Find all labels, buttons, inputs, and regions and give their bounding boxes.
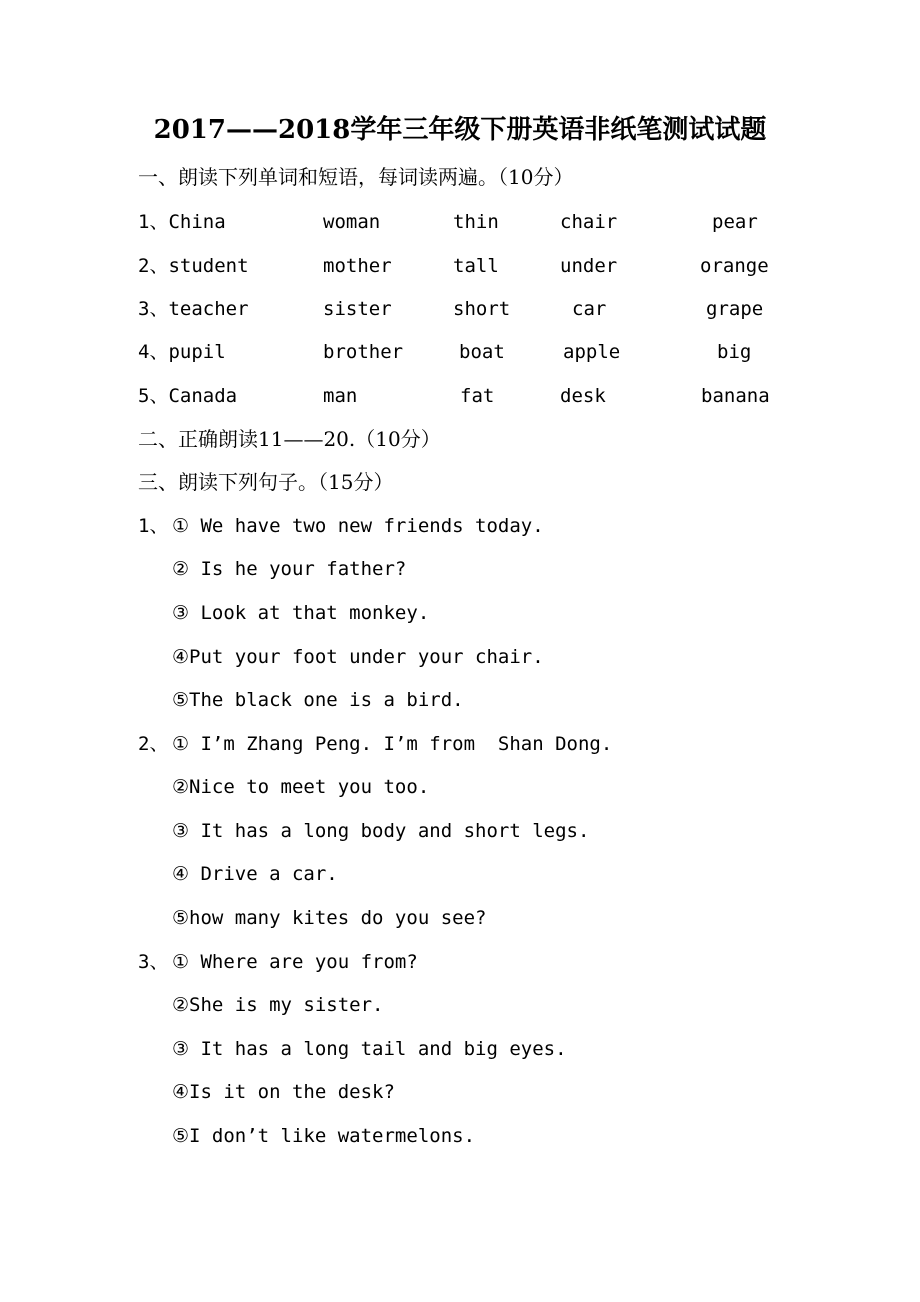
sentence-item: ① We have two new friends today. — [172, 515, 544, 537]
word-cell: apple — [563, 341, 621, 363]
word-row — [0, 207, 920, 237]
word-cell: 2、student — [138, 255, 249, 277]
word-cell: under — [560, 255, 618, 277]
word-cell: 4、pupil — [138, 341, 226, 363]
sentence-group-label: 1、 — [138, 515, 169, 537]
word-row — [0, 337, 920, 367]
section-3-heading: 三、朗读下列句子。（15分） — [138, 470, 394, 494]
sentence-item: ② Is he your father? — [172, 558, 407, 580]
word-cell: sister — [323, 298, 392, 320]
section-1-heading: 一、朗读下列单词和短语，每词读两遍。（10分） — [138, 165, 574, 189]
word-cell: orange — [700, 255, 769, 277]
sentence-item: ②Nice to meet you too. — [172, 776, 430, 798]
word-cell: banana — [701, 385, 770, 407]
sentence-group-label: 3、 — [138, 951, 169, 973]
sentence-group-label: 2、 — [138, 733, 169, 755]
sentence-item: ① I’m Zhang Peng. I’m from Shan Dong. — [172, 733, 613, 755]
sentence-item: ④Put your foot under your chair. — [172, 646, 544, 668]
word-cell: mother — [323, 255, 392, 277]
page-title: 2017——2018学年三年级下册英语非纸笔测试试题 — [153, 115, 767, 145]
word-cell: brother — [323, 341, 404, 363]
sentence-item: ③ Look at that monkey. — [172, 602, 430, 624]
word-row — [0, 381, 920, 411]
sentence-item: ④Is it on the desk? — [172, 1081, 395, 1103]
sentence-item: ⑤I don’t like watermelons. — [172, 1125, 476, 1147]
word-cell: short — [453, 298, 511, 320]
sentence-item: ④ Drive a car. — [172, 863, 338, 885]
word-row — [0, 294, 920, 324]
word-cell: pear — [712, 211, 758, 233]
section-2-heading: 二、正确朗读11——20.（10分） — [138, 427, 441, 451]
sentence-item: ②She is my sister. — [172, 994, 384, 1016]
word-cell: tall — [453, 255, 499, 277]
word-row — [0, 251, 920, 281]
word-cell: grape — [706, 298, 764, 320]
sentence-item: ⑤how many kites do you see? — [172, 907, 487, 929]
word-cell: 3、teacher — [138, 298, 249, 320]
word-cell: fat — [460, 385, 495, 407]
word-cell: woman — [323, 211, 381, 233]
word-cell: thin — [453, 211, 499, 233]
word-cell: 5、Canada — [138, 385, 238, 407]
sentence-item: ⑤The black one is a bird. — [172, 689, 464, 711]
word-cell: boat — [459, 341, 505, 363]
word-cell: 1、China — [138, 211, 226, 233]
word-cell: man — [323, 385, 358, 407]
sentence-item: ③ It has a long tail and big eyes. — [172, 1038, 567, 1060]
word-cell: big — [717, 341, 752, 363]
word-cell: chair — [560, 211, 618, 233]
word-cell: car — [572, 298, 607, 320]
word-cell: desk — [560, 385, 606, 407]
sentence-item: ③ It has a long body and short legs. — [172, 820, 590, 842]
sentence-item: ① Where are you from? — [172, 951, 418, 973]
